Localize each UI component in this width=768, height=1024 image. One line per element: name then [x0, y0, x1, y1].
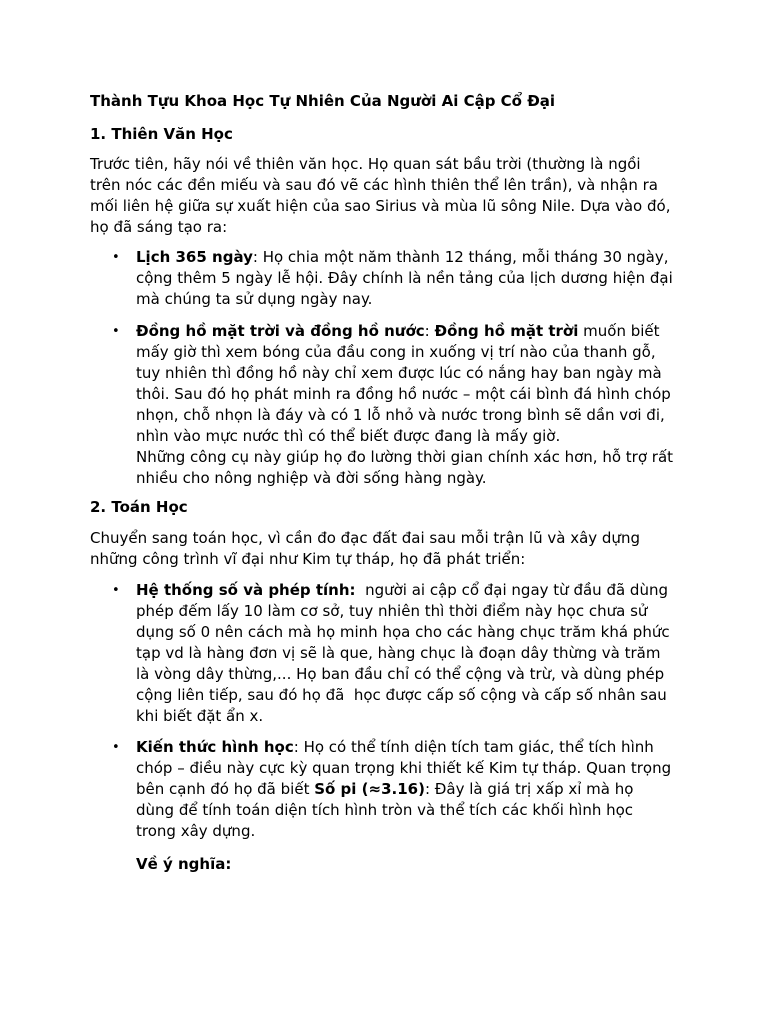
- text-line: Trước tiên, hãy nói về thiên văn học. Họ quan sát bầu trời (thường là ngồi: [90, 155, 641, 173]
- text-line: mà chúng ta sử dụng ngày nay.: [136, 290, 373, 308]
- text-line: trong xây dựng.: [136, 822, 256, 840]
- text-line: Chuyển sang toán học, vì cần đo đạc đất đai sau mỗi trận lũ và xây dựng: [90, 529, 640, 547]
- term-geometry: Kiến thức hình học: [136, 738, 294, 756]
- term-sundial: Đồng hồ mặt trời: [434, 322, 579, 340]
- text-line: nhìn vào mực nước thì có thể biết được đang là mấy giờ.: [136, 427, 561, 445]
- paragraph-math-intro: [90, 528, 690, 570]
- bullet-icon: •: [112, 740, 120, 755]
- text-line: cộng liên tiếp, sau đó họ đã học được cấp số cộng và cấp số nhân sau: [136, 686, 667, 704]
- bullet-icon: •: [112, 583, 120, 598]
- term-pi: Số pi (≈3.16): [314, 780, 425, 798]
- text-run: : Họ có thể tính diện tích tam giác, thể tích hình: [293, 738, 654, 756]
- text-line: mối liên hệ giữa sự xuất hiện của sao Sirius và mùa lũ sông Nile. Dựa vào đó,: [90, 197, 671, 215]
- text-line: nhọn, chỗ nhọn là đáy và có 1 lỗ nhỏ và nước trong bình sẽ dần vơi đi,: [136, 406, 665, 424]
- term-number-system: Hệ thống số và phép tính:: [136, 581, 356, 599]
- text-line: cộng thêm 5 ngày lễ hội. Đây chính là nền tảng của lịch dương hiện đại: [136, 269, 673, 287]
- text-line: chóp – điều này cực kỳ quan trọng khi thiết kế Kim tự tháp. Quan trọng: [136, 759, 672, 777]
- text-run: : Đây là giá trị xấp xỉ mà họ: [424, 780, 634, 798]
- section-heading-significance: Về ý nghĩa:: [136, 855, 232, 873]
- text-line: khi biết đặt ẩn x.: [136, 707, 264, 725]
- term-calendar: Lịch 365 ngày: [136, 248, 253, 266]
- text-run: : Họ chia một năm thành 12 tháng, mỗi tháng 30 ngày,: [252, 248, 669, 266]
- bullet-icon: •: [112, 324, 120, 339]
- text-line: nhiều cho nông nghiệp và đời sống hàng ngày.: [136, 469, 487, 487]
- text-line: là vòng dây thừng,... Họ ban đầu chỉ có thể cộng và trừ, và dùng phép: [136, 665, 665, 683]
- text-line: những công trình vĩ đại như Kim tự tháp, họ đã phát triển:: [90, 550, 526, 568]
- text-line: tạp vd là hàng đơn vị sẽ là que, hàng chục là đoạn dây thừng và trăm: [136, 644, 661, 662]
- paragraph-astronomy-intro: [90, 154, 690, 238]
- text-line: thôi. Sau đó họ phát minh ra đồng hồ nước – một cái bình đá hình chóp: [136, 385, 671, 403]
- text-run: muốn biết: [578, 322, 660, 340]
- bullet-icon: •: [112, 250, 120, 265]
- text-run: bên cạnh đó họ đã biết: [136, 780, 315, 798]
- section-heading-astronomy: 1. Thiên Văn Học: [90, 125, 233, 143]
- document-title: Thành Tựu Khoa Học Tự Nhiên Của Người Ai Cập Cổ Đại: [90, 92, 556, 110]
- text-line: phép đếm lấy 10 làm cơ sở, tuy nhiên thì thời điểm này học chưa sử: [136, 602, 648, 620]
- term-clocks: Đồng hồ mặt trời và đồng hồ nước: [136, 322, 425, 340]
- text-line: họ đã sáng tạo ra:: [90, 218, 228, 236]
- text-line: mấy giờ thì xem bóng của đầu cong in xuống vị trí nào của thanh gỗ,: [136, 343, 656, 361]
- section-heading-math: 2. Toán Học: [90, 498, 188, 516]
- text-line: tuy nhiên thì đồng hồ này chỉ xem được lúc có nắng hay ban ngày mà: [136, 364, 662, 382]
- text-line: dụng số 0 nên cách mà họ minh họa cho các hàng chục trăm khá phức: [136, 623, 670, 641]
- text-run: :: [424, 322, 435, 340]
- text-line: dùng để tính toán diện tích hình tròn và thể tích các khối hình học: [136, 801, 634, 819]
- text-run: người ai cập cổ đại ngay từ đầu đã dùng: [355, 581, 668, 599]
- text-line: trên nóc các đền miếu và sau đó vẽ các hình thiên thể lên trần), và nhận ra: [90, 176, 658, 194]
- text-line: Những công cụ này giúp họ đo lường thời gian chính xác hơn, hỗ trợ rất: [136, 448, 674, 466]
